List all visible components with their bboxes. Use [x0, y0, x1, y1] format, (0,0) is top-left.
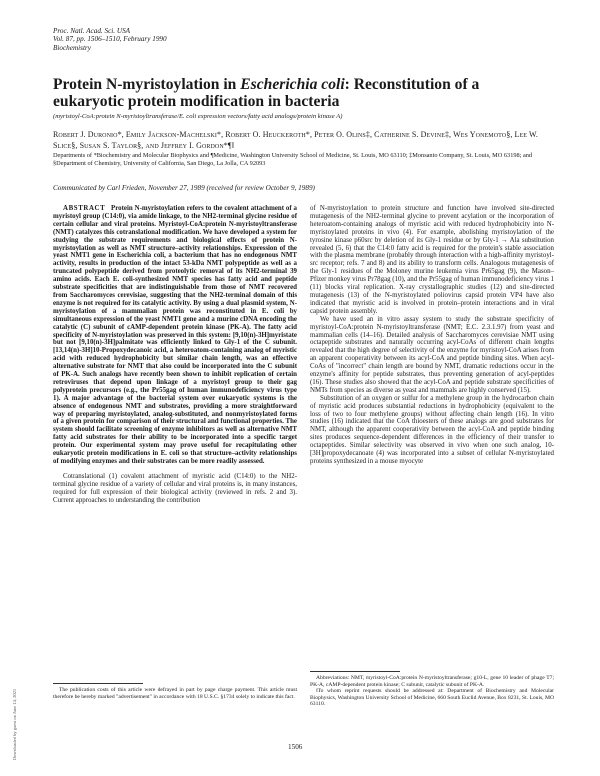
intro-paragraph-2: of N-myristoylation to protein structure and function have involved site-directed mutagenesis of the NH2-terminal glycine to prevent acylation or the incorporation of heteroatom-containing analogs of myristic acid with reduced hydrophobicity into N-myristoylated proteins in vivo (4). For example, abolishing myristoylation of the tyrosine kinase p60src by deletion of its Gly-1 residue or by Gly-1 → Ala substitution revealed (5, 6) that the C14:0 fatty acid is required for the protein's stable association with the plasma membrane (probably through interaction with a high-affinity myristoyl-src receptor; refs. 7 and 8) and its ability to transform cells. Analogous mutagenesis of the Gly-1 residues of the Moloney murine leukemia virus Pr65gag (9), the Mason–Pfizer monkey virus Pr78gag (10), and the Pr55gag of human immunodeficiency virus 1 (11) blocks viral replication. X-ray crystallographic studies (12) and site-directed mutagenesis (13) of the N-myristoylated poliovirus capsid protein VP4 have also indicated that myristic acid is involved in protein–protein interactions and in viral capsid protein assembly.: [310, 205, 554, 315]
title-part-1: Protein N-myristoylation in: [53, 76, 241, 93]
footnote-reprint: ‖To whom reprint requests should be addressed at: Department of Biochemistry and Molecular Biophysics, Washington University School of Medicine, 660 South Euclid Avenue, Box 8231, St. Louis, MO 63110.: [310, 688, 554, 708]
intro-paragraph-1: Cotranslational (1) covalent attachment of myristic acid (C14:0) to the NH2-terminal glycine residue of a variety of cellular and viral proteins is, in many instances, required for full expression of their biological activity (reviewed in refs. 2 and 3). Current approaches to understanding the contribution: [53, 472, 297, 504]
keywords: (myristoyl-CoA:protein N-myristoyltransferase/E. coli expression vectors/fatty acid analogs/protein kinase A): [53, 113, 343, 120]
title-italic: Escherichia coli: [240, 76, 345, 93]
download-watermark-text: Downloaded by guest on June 14, 2021: [12, 688, 17, 760]
footnote-publication-text: The publication costs of this article were defrayed in part by page charge payment. This article must therefore be hereby marked "advertisement" in accordance with 18 U.S.C. §1734 solely to indicate this fact.: [53, 687, 297, 700]
footnote-divider-right: [310, 671, 400, 672]
footnote-abbreviations: Abbreviations: NMT, myristoyl-CoA:protein N-myristoyltransferase; g10-L, gene 10 leader of phage T7; PK-A, cAMP-dependent protein kinase; C subunit, catalytic subunit of PK-A.: [310, 675, 554, 688]
author-list: Robert J. Duronio*, Emily Jackson-Machelski*, Robert O. Heuckeroth*, Peter O. Olins‡, Catherine S. Devine‡, Wes Yonemoto§, Lee W. Slice§, Susan S. Taylor§, and Jeffrey I. Gordon*¶‖: [53, 130, 539, 150]
journal-name: Proc. Natl. Acad. Sci. USA: [53, 27, 131, 35]
left-column: [53, 205, 297, 505]
communicated-by: Communicated by Carl Frieden, November 27, 1989 (received for review October 9, 1989): [53, 184, 315, 192]
intro-paragraph-4: Substitution of an oxygen or sulfur for a methylene group in the hydrocarbon chain of myristic acid produces substantial reductions in hydrophobicity (equivalent to the loss of two to four methylene groups) without affecting chain length (16). In vitro studies (16) indicated that the CoA thioesters of these analogs are good substrates for NMT, although the apparent cooperativity between the acyl-CoA and peptide binding sites produces sequence-dependent differences in the efficiency of their transfer to octapeptides. Similar selectivity was observed in vivo when one such analog, 10-[3H]propoxydecanoate (4) was incorporated into a subset of cellular N-myristoylated proteins synthesized in a mouse myocyte: [310, 394, 554, 465]
affiliations: Departments of *Biochemistry and Molecular Biophysics and ¶Medicine, Washington University School of Medicine, St. Louis, MO 63110; ‡Monsanto Company, St. Louis, MO 63198; and §Department of Chemistry, University of California, San Diego, La Jolla, CA 92093: [53, 152, 533, 167]
footnote-publication-costs: [53, 687, 297, 700]
journal-volume: Vol. 87, pp. 1506–1510, February 1990: [53, 35, 167, 44]
abstract-label: ABSTRACT: [63, 205, 106, 212]
right-column: [310, 205, 554, 466]
title-part-2: : Reconstitution of a eukaryotic protein modification in bacteria: [53, 76, 480, 110]
journal-header: [53, 27, 273, 52]
abstract: [53, 205, 297, 466]
intro-paragraph-3: We have used an in vitro assay system to study the substrate specificity of myristoyl-CoA:protein N-myristoyltransferase (NMT; E.C. 2.3.1.97) from yeast and mammalian cells (14–16). Detailed analysis of Saccharomyces cerevisiae NMT using octapeptide substrates and naturally occurring acyl-CoAs of different chain lengths revealed that the high degree of selectivity of the enzyme for myristoyl-CoA arises from an apparent cooperativity between its acyl-CoA and peptide binding sites. When acyl-CoAs of "incorrect" chain length are bound by NMT, dramatic reductions occur in the enzyme's affinity for peptide substrates, thus preventing generation of acyl-peptides (16). These studies also showed that the acyl-CoA and peptide substrate specificities of NMTs from species as diverse as yeast and mammals are highly conserved (15).: [310, 315, 554, 394]
footnote-abbreviations-block: [310, 675, 554, 708]
abstract-text: Protein N-myristoylation refers to the covalent attachment of a myristoyl group (C14:0), via amide linkage, to the NH2-terminal glycine residue of certain cellular and viral proteins. Myristoyl-CoA:protein N-myristoyltransferase (NMT) catalyzes this cotranslational modification. We have developed a system for studying the substrate requirements and biological effects of protein N-myristoylation as well as NMT structure–activity relationships. Expression of the yeast NMT1 gene in Escherichia coli, a bacterium that has no endogenous NMT activity, results in production of the intact 53-kDa NMT polypeptide as well as a truncated polypeptide derived from proteolytic removal of its NH2-terminal 39 amino acids. Each E. coli-synthesized NMT species has fatty acid and peptide substrate specificities that are indistinguishable from those of NMT recovered from Saccharomyces cerevisiae, suggesting that the NH2-terminal domain of this enzyme is not required for its catalytic activity. By using a dual plasmid system, N-myristoylation of a mammalian protein was reconstituted in E. coli by simultaneous expression of the yeast NMT1 gene and a murine cDNA encoding the catalytic (C) subunit of cAMP-dependent protein kinase (PK-A). The fatty acid specificity of N-myristoylation was preserved in this system: [9,10(n)-3H]myristate but not [9,10(n)-3H]palmitate was efficiently linked to Gly-1 of the C subunit. [13,14(n)-3H]10-Propoxydecanoic acid, a heteroatom-containing analog of myristic acid with reduced hydrophobicity but similar chain length, was an effective alternative substrate for NMT that also could be incorporated into the C subunit of PK-A. Such analogs have recently been shown to inhibit replication of certain retroviruses that depend upon linkage of a myristoyl group to their gag polyprotein precursors (e.g., the Pr55gag of human immunodeficiency virus type 1). A major advantage of the bacterial system over eukaryotic systems is the absence of endogenous NMT and substrates, providing a more straightforward way of preparing myristoylated, analog-substituted, and nonmyristoylated forms of a given protein for comparison of their structural and functional properties. The system should facilitate screening of enzyme inhibitors as well as alternative NMT fatty acid substrates for their ability to be incorporated into a specific target protein. Our experimental system may prove useful for recapitulating other eukaryotic protein modifications in E. coli so that structure–activity relationships of modifying enzymes and their substrates can be more readily assessed.: [53, 205, 297, 465]
download-watermark: [12, 560, 20, 760]
page-number: 1506: [288, 743, 303, 751]
footnote-divider-left: [53, 683, 143, 684]
article-title: [53, 76, 553, 110]
journal-section: Biochemistry: [53, 43, 91, 52]
